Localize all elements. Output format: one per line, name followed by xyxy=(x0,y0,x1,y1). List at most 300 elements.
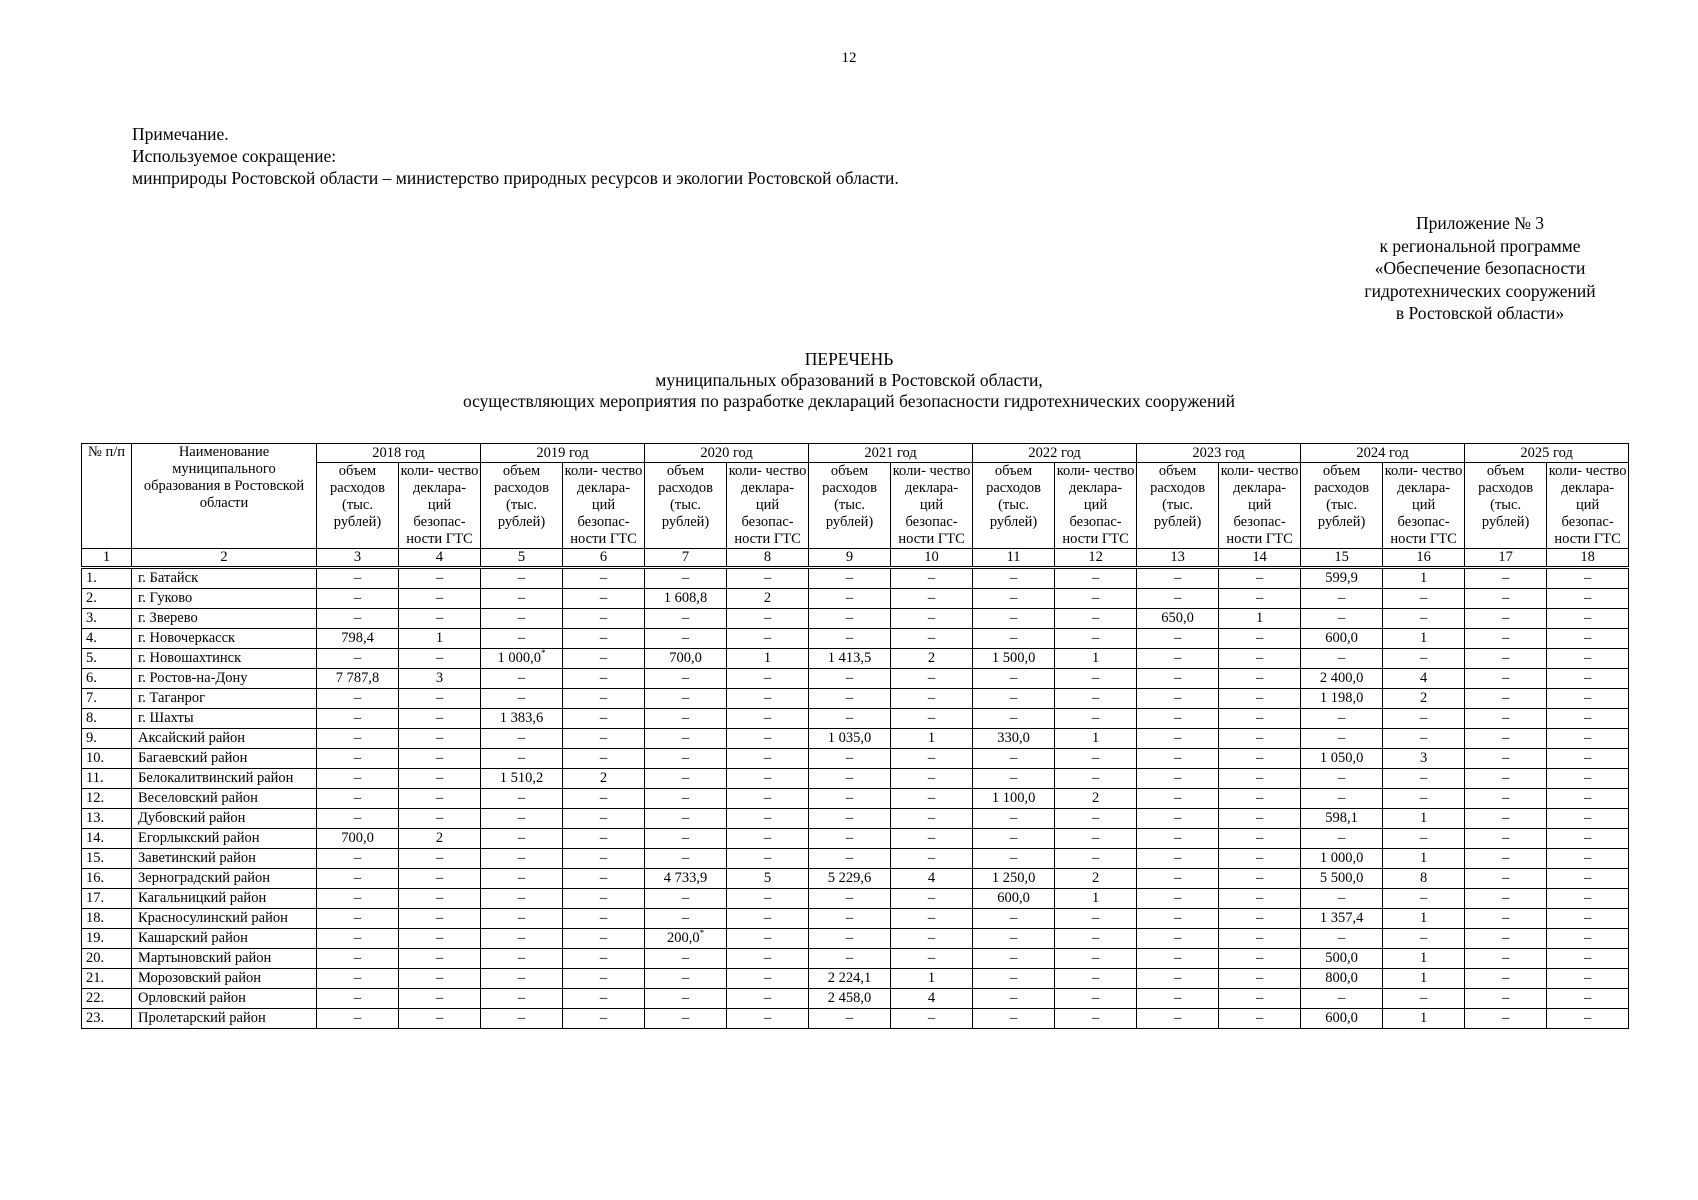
count-cell: – xyxy=(563,849,645,869)
cost-cell: – xyxy=(809,689,891,709)
count-cell: – xyxy=(1547,949,1629,969)
count-cell: – xyxy=(1547,889,1629,909)
cost-cell: – xyxy=(645,568,727,589)
municipality-name: г. Гуково xyxy=(132,589,317,609)
cost-cell: – xyxy=(809,809,891,829)
header-num: № п/п xyxy=(82,444,132,549)
count-cell: – xyxy=(727,989,809,1009)
cost-cell: – xyxy=(317,568,399,589)
cost-cell: – xyxy=(809,849,891,869)
cost-cell: – xyxy=(973,589,1055,609)
count-cell: – xyxy=(1383,769,1465,789)
count-cell: – xyxy=(891,629,973,649)
row-number: 19. xyxy=(82,929,132,949)
count-cell: – xyxy=(1547,568,1629,589)
count-cell: – xyxy=(1055,769,1137,789)
count-cell: 2 xyxy=(1055,789,1137,809)
count-cell: – xyxy=(1383,789,1465,809)
count-cell: – xyxy=(727,1009,809,1029)
count-cell: – xyxy=(1383,709,1465,729)
cost-cell: – xyxy=(973,749,1055,769)
cost-cell: – xyxy=(317,709,399,729)
count-cell: – xyxy=(891,849,973,869)
count-cell: – xyxy=(563,829,645,849)
table-row xyxy=(82,889,1629,909)
count-cell: – xyxy=(1219,869,1301,889)
count-cell: 2 xyxy=(1383,689,1465,709)
count-cell: – xyxy=(1055,629,1137,649)
cost-cell: – xyxy=(317,889,399,909)
count-cell: – xyxy=(1547,709,1629,729)
count-cell: – xyxy=(1055,829,1137,849)
cost-cell: – xyxy=(317,989,399,1009)
table-row xyxy=(82,568,1629,589)
cost-cell: – xyxy=(1137,889,1219,909)
cost-cell: 5 229,6 xyxy=(809,869,891,889)
cost-cell: – xyxy=(481,729,563,749)
row-number: 22. xyxy=(82,989,132,1009)
row-number: 16. xyxy=(82,869,132,889)
cost-cell: – xyxy=(481,969,563,989)
count-cell: – xyxy=(399,889,481,909)
cost-cell: – xyxy=(1137,869,1219,889)
cost-cell: – xyxy=(973,609,1055,629)
cost-cell: 1 100,0 xyxy=(973,789,1055,809)
note-text: минприроды Ростовской области – министерство природных ресурсов и экологии Ростовской области. xyxy=(132,168,899,188)
cost-cell: 1 383,6 xyxy=(481,709,563,729)
cost-cell: – xyxy=(973,568,1055,589)
count-cell: – xyxy=(727,829,809,849)
cost-cell: – xyxy=(481,589,563,609)
count-cell: – xyxy=(1219,629,1301,649)
count-cell: 2 xyxy=(891,649,973,669)
table-row xyxy=(82,589,1629,609)
count-cell: 3 xyxy=(1383,749,1465,769)
cost-cell: – xyxy=(809,929,891,949)
cost-cell: – xyxy=(481,689,563,709)
count-cell: – xyxy=(399,1009,481,1029)
count-cell: – xyxy=(1055,568,1137,589)
cost-cell: – xyxy=(1465,849,1547,869)
count-cell: – xyxy=(1547,849,1629,869)
cost-cell: – xyxy=(973,709,1055,729)
cost-cell: – xyxy=(1137,909,1219,929)
cost-cell: – xyxy=(1301,769,1383,789)
count-cell: – xyxy=(563,689,645,709)
count-cell: – xyxy=(1219,1009,1301,1029)
count-cell: – xyxy=(891,1009,973,1029)
cost-cell: – xyxy=(973,969,1055,989)
cost-cell: – xyxy=(809,629,891,649)
appendix-line: «Обеспечение безопасности xyxy=(1374,258,1586,278)
cost-cell: – xyxy=(973,849,1055,869)
cost-cell: – xyxy=(1465,789,1547,809)
cost-cell: 1 035,0 xyxy=(809,729,891,749)
cost-cell: – xyxy=(317,849,399,869)
count-cell: – xyxy=(1547,629,1629,649)
cost-cell: – xyxy=(317,769,399,789)
cost-cell: – xyxy=(1465,568,1547,589)
cost-cell: 600,0 xyxy=(1301,1009,1383,1029)
count-cell: – xyxy=(1055,949,1137,969)
cost-cell: – xyxy=(317,689,399,709)
count-cell: – xyxy=(563,749,645,769)
column-number: 7 xyxy=(645,549,727,568)
count-cell: – xyxy=(1547,909,1629,929)
header-count: коли- чество деклара- ций безопас- ности ГТС xyxy=(563,463,645,549)
cost-cell: – xyxy=(317,749,399,769)
table-row xyxy=(82,909,1629,929)
header-count: коли- чество деклара- ций безопас- ности ГТС xyxy=(1219,463,1301,549)
cost-cell: – xyxy=(809,1009,891,1029)
count-cell: – xyxy=(399,709,481,729)
cost-cell: 1 250,0 xyxy=(973,869,1055,889)
cost-cell: – xyxy=(1465,749,1547,769)
cost-cell: – xyxy=(1137,849,1219,869)
count-cell: – xyxy=(399,749,481,769)
cost-cell: 330,0 xyxy=(973,729,1055,749)
cost-cell: – xyxy=(1465,669,1547,689)
table-row xyxy=(82,669,1629,689)
municipality-name: Белокалитвинский район xyxy=(132,769,317,789)
cost-cell: – xyxy=(1137,629,1219,649)
municipality-name: Пролетарский район xyxy=(132,1009,317,1029)
header-year: 2019 год xyxy=(481,444,645,463)
municipality-name: г. Ростов-на-Дону xyxy=(132,669,317,689)
count-cell: – xyxy=(1219,729,1301,749)
count-cell: – xyxy=(727,749,809,769)
cost-cell: – xyxy=(809,669,891,689)
table-row xyxy=(82,929,1629,949)
document-heading xyxy=(0,349,1698,412)
header-cost: объем расходов (тыс. рублей) xyxy=(1465,463,1547,549)
cost-cell: 600,0 xyxy=(1301,629,1383,649)
row-number: 10. xyxy=(82,749,132,769)
header-cost: объем расходов (тыс. рублей) xyxy=(1137,463,1219,549)
cost-cell: – xyxy=(1137,729,1219,749)
cost-cell: – xyxy=(317,589,399,609)
cost-cell: – xyxy=(317,909,399,929)
cost-cell: – xyxy=(317,1009,399,1029)
column-numbers-row xyxy=(82,549,1629,568)
cost-cell: – xyxy=(645,789,727,809)
count-cell: – xyxy=(399,849,481,869)
cost-cell: – xyxy=(1465,909,1547,929)
row-number: 9. xyxy=(82,729,132,749)
count-cell: – xyxy=(399,769,481,789)
count-cell: – xyxy=(563,909,645,929)
count-cell: 1 xyxy=(1383,849,1465,869)
column-number: 6 xyxy=(563,549,645,568)
cost-cell: 700,0 xyxy=(317,829,399,849)
row-number: 1. xyxy=(82,568,132,589)
cost-cell: – xyxy=(973,809,1055,829)
cost-cell: – xyxy=(1465,929,1547,949)
count-cell: – xyxy=(1055,709,1137,729)
cost-cell: – xyxy=(481,789,563,809)
count-cell: – xyxy=(1547,989,1629,1009)
count-cell: – xyxy=(1547,869,1629,889)
count-cell: – xyxy=(399,689,481,709)
count-cell: 5 xyxy=(727,869,809,889)
count-cell: – xyxy=(1219,989,1301,1009)
count-cell: – xyxy=(1219,749,1301,769)
cost-cell: – xyxy=(1301,789,1383,809)
municipality-name: г. Таганрог xyxy=(132,689,317,709)
count-cell: 1 xyxy=(1055,649,1137,669)
cost-cell: – xyxy=(973,829,1055,849)
count-cell: 1 xyxy=(1383,1009,1465,1029)
count-cell: – xyxy=(399,909,481,929)
count-cell: – xyxy=(1547,749,1629,769)
row-number: 3. xyxy=(82,609,132,629)
row-number: 15. xyxy=(82,849,132,869)
column-number: 3 xyxy=(317,549,399,568)
count-cell: – xyxy=(399,789,481,809)
column-number: 10 xyxy=(891,549,973,568)
row-number: 12. xyxy=(82,789,132,809)
header-year: 2023 год xyxy=(1137,444,1301,463)
count-cell: – xyxy=(1055,669,1137,689)
count-cell: 1 xyxy=(399,629,481,649)
count-cell: – xyxy=(1219,929,1301,949)
count-cell: – xyxy=(727,629,809,649)
cost-cell: 1 608,8 xyxy=(645,589,727,609)
cost-cell: – xyxy=(973,909,1055,929)
column-number: 5 xyxy=(481,549,563,568)
count-cell: – xyxy=(891,609,973,629)
count-cell: – xyxy=(563,1009,645,1029)
count-cell: – xyxy=(891,709,973,729)
municipality-name: Заветинский район xyxy=(132,849,317,869)
column-number: 17 xyxy=(1465,549,1547,568)
header-count: коли- чество деклара- ций безопас- ности ГТС xyxy=(1547,463,1629,549)
cost-cell: – xyxy=(1465,609,1547,629)
cost-cell: 1 510,2 xyxy=(481,769,563,789)
cost-cell: – xyxy=(481,749,563,769)
count-cell: – xyxy=(1055,1009,1137,1029)
count-cell: 4 xyxy=(891,869,973,889)
cost-cell: – xyxy=(645,989,727,1009)
cost-cell: – xyxy=(809,769,891,789)
count-cell: – xyxy=(891,589,973,609)
count-cell: – xyxy=(1219,849,1301,869)
cost-cell: – xyxy=(645,1009,727,1029)
header-cost: объем расходов (тыс. рублей) xyxy=(645,463,727,549)
municipalities-table xyxy=(81,443,1629,1029)
count-cell: 1 xyxy=(1383,949,1465,969)
cost-cell: 1 413,5 xyxy=(809,649,891,669)
cost-cell: – xyxy=(1137,709,1219,729)
count-cell: – xyxy=(1383,829,1465,849)
count-cell: – xyxy=(1547,669,1629,689)
table-row xyxy=(82,749,1629,769)
count-cell: 4 xyxy=(1383,669,1465,689)
cost-cell: – xyxy=(1137,1009,1219,1029)
count-cell: – xyxy=(1219,568,1301,589)
cost-cell: 2 458,0 xyxy=(809,989,891,1009)
count-cell: – xyxy=(1547,969,1629,989)
cost-cell: – xyxy=(1465,989,1547,1009)
count-cell: – xyxy=(1219,829,1301,849)
table-row xyxy=(82,849,1629,869)
cost-cell: – xyxy=(973,989,1055,1009)
cost-cell: – xyxy=(973,669,1055,689)
count-cell: – xyxy=(891,829,973,849)
cost-cell: 2 224,1 xyxy=(809,969,891,989)
count-cell: – xyxy=(1383,989,1465,1009)
cost-cell: – xyxy=(1301,709,1383,729)
count-cell: – xyxy=(1383,609,1465,629)
count-cell: – xyxy=(399,568,481,589)
cost-cell: – xyxy=(973,949,1055,969)
count-cell: – xyxy=(891,809,973,829)
row-number: 7. xyxy=(82,689,132,709)
count-cell: – xyxy=(727,568,809,589)
column-number: 11 xyxy=(973,549,1055,568)
cost-cell: – xyxy=(481,949,563,969)
count-cell: 2 xyxy=(399,829,481,849)
cost-cell: – xyxy=(481,849,563,869)
municipality-name: г. Новошахтинск xyxy=(132,649,317,669)
header-year: 2020 год xyxy=(645,444,809,463)
cost-cell: 5 500,0 xyxy=(1301,869,1383,889)
cost-cell: 1 500,0 xyxy=(973,649,1055,669)
cost-cell: – xyxy=(317,609,399,629)
row-number: 5. xyxy=(82,649,132,669)
cost-cell: – xyxy=(645,769,727,789)
cost-cell: – xyxy=(645,889,727,909)
cost-cell: – xyxy=(1465,729,1547,749)
count-cell: 1 xyxy=(1055,729,1137,749)
cost-cell: – xyxy=(645,949,727,969)
appendix-block xyxy=(1270,212,1690,325)
cost-cell: – xyxy=(1137,789,1219,809)
row-number: 6. xyxy=(82,669,132,689)
count-cell: – xyxy=(1547,829,1629,849)
table-row xyxy=(82,1009,1629,1029)
municipality-name: Зерноградский район xyxy=(132,869,317,889)
table-row xyxy=(82,989,1629,1009)
count-cell: – xyxy=(891,929,973,949)
count-cell: – xyxy=(727,849,809,869)
cost-cell: 598,1 xyxy=(1301,809,1383,829)
header-count: коли- чество деклара- ций безопас- ности ГТС xyxy=(891,463,973,549)
count-cell: – xyxy=(1547,729,1629,749)
count-cell: 1 xyxy=(1383,629,1465,649)
cost-cell: 1 198,0 xyxy=(1301,689,1383,709)
cost-cell: – xyxy=(1301,729,1383,749)
municipality-name: Дубовский район xyxy=(132,809,317,829)
row-number: 14. xyxy=(82,829,132,849)
count-cell: – xyxy=(1383,889,1465,909)
header-cost: объем расходов (тыс. рублей) xyxy=(481,463,563,549)
count-cell: – xyxy=(727,609,809,629)
municipality-name: Аксайский район xyxy=(132,729,317,749)
count-cell: – xyxy=(399,809,481,829)
cost-cell: – xyxy=(1137,749,1219,769)
table-row xyxy=(82,949,1629,969)
count-cell: – xyxy=(399,969,481,989)
cost-cell: – xyxy=(1301,829,1383,849)
cost-cell: – xyxy=(809,949,891,969)
cost-cell: – xyxy=(809,829,891,849)
cost-cell: – xyxy=(809,709,891,729)
cost-cell: – xyxy=(1301,609,1383,629)
count-cell: – xyxy=(399,989,481,1009)
count-cell: – xyxy=(727,729,809,749)
cost-cell: – xyxy=(1465,889,1547,909)
cost-cell: – xyxy=(645,969,727,989)
cost-cell: – xyxy=(481,929,563,949)
count-cell: – xyxy=(1219,789,1301,809)
count-cell: – xyxy=(563,969,645,989)
municipality-name: Багаевский район xyxy=(132,749,317,769)
appendix-line: Приложение № 3 xyxy=(1415,213,1545,233)
cost-cell: – xyxy=(317,649,399,669)
header-count: коли- чество деклара- ций безопас- ности ГТС xyxy=(399,463,481,549)
municipality-name: г. Шахты xyxy=(132,709,317,729)
cost-cell: – xyxy=(317,809,399,829)
cost-cell: – xyxy=(809,889,891,909)
count-cell: – xyxy=(1219,589,1301,609)
count-cell: – xyxy=(1383,929,1465,949)
cost-cell: – xyxy=(481,989,563,1009)
cost-cell: – xyxy=(645,729,727,749)
count-cell: – xyxy=(1547,929,1629,949)
cost-cell: 4 733,9 xyxy=(645,869,727,889)
header-year: 2024 год xyxy=(1301,444,1465,463)
count-cell: – xyxy=(1055,969,1137,989)
cost-cell: – xyxy=(1137,809,1219,829)
cost-cell: 1 357,4 xyxy=(1301,909,1383,929)
count-cell: – xyxy=(727,669,809,689)
count-cell: – xyxy=(727,949,809,969)
column-number: 16 xyxy=(1383,549,1465,568)
table-row xyxy=(82,769,1629,789)
table-row xyxy=(82,649,1629,669)
cost-cell: – xyxy=(481,568,563,589)
count-cell: – xyxy=(891,689,973,709)
count-cell: – xyxy=(891,749,973,769)
table-row xyxy=(82,969,1629,989)
municipality-name: Морозовский район xyxy=(132,969,317,989)
table-row xyxy=(82,789,1629,809)
count-cell: – xyxy=(727,789,809,809)
appendix-line: гидротехнических сооружений xyxy=(1364,280,1596,301)
cost-cell: – xyxy=(645,909,727,929)
cost-cell: – xyxy=(1301,889,1383,909)
cost-cell: – xyxy=(973,929,1055,949)
count-cell: – xyxy=(727,929,809,949)
cost-cell: – xyxy=(317,949,399,969)
cost-cell: – xyxy=(645,829,727,849)
cost-cell: – xyxy=(1465,769,1547,789)
count-cell: – xyxy=(1547,1009,1629,1029)
count-cell: – xyxy=(727,769,809,789)
count-cell: – xyxy=(1219,809,1301,829)
table-row xyxy=(82,869,1629,889)
cost-cell: 599,9 xyxy=(1301,568,1383,589)
cost-cell: – xyxy=(1137,669,1219,689)
cost-cell: 500,0 xyxy=(1301,949,1383,969)
count-cell: – xyxy=(399,609,481,629)
cost-cell: 800,0 xyxy=(1301,969,1383,989)
cost-cell: – xyxy=(481,1009,563,1029)
header-count: коли- чество деклара- ций безопас- ности ГТС xyxy=(727,463,809,549)
count-cell: – xyxy=(1219,709,1301,729)
table-row xyxy=(82,709,1629,729)
